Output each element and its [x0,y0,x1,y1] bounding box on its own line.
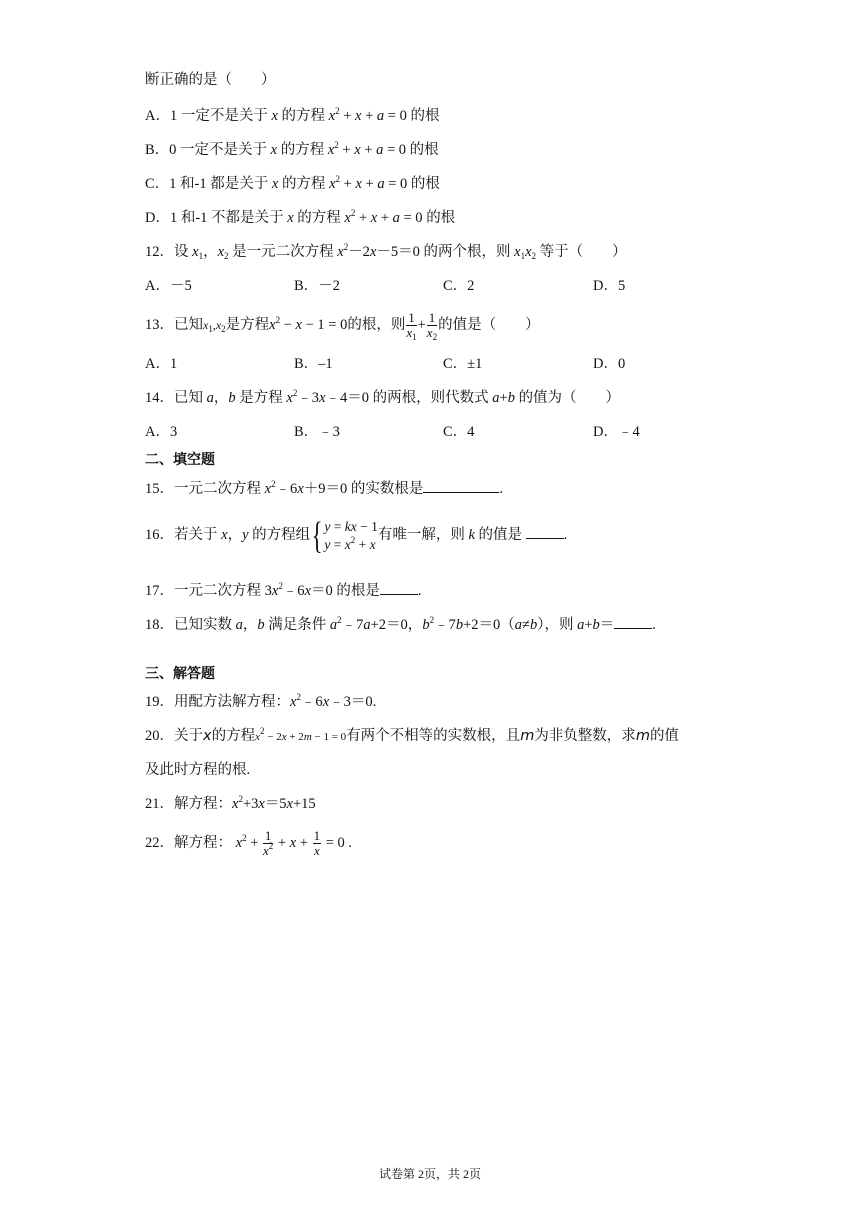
q13-option-a[interactable]: A．1 [145,356,178,372]
q17-answer-blank[interactable] [380,580,418,595]
q14-option-c[interactable]: C．4 [443,424,475,440]
fraction-1-over-x-squared: $\frac{1}{x^2}$ [263,828,274,859]
q13-stem: 13．已知$x_1,x_2$是方程$x^2 - x - 1 = 0$的根，则 $\frac{1}{x_1}$ + $\frac{1}{x_2}$ 的值是（ ） [145,310,540,343]
q16-answer-blank[interactable] [526,524,564,539]
q13-option-d[interactable]: D．0 [593,356,626,372]
q12-option-c[interactable]: C．2 [443,278,475,294]
page-footer: 试卷第 2页，共 2页 [378,1167,481,1181]
q13-option-b[interactable]: B．–1 [294,356,333,372]
q15-stem: 15．一元二次方程 $x^2﹣6x+9=0$ 的实数根是 . [145,479,503,497]
fraction-1-over-x: $\frac{1}{x}$ [313,828,321,859]
q12-stem: 12．设 $x_1$，$x_2$ 是一元二次方程 $x^2-2x-5=0$ 的两个根，则 $x_1x_2$ 等于（ ） [145,242,627,261]
q18-stem: 18．已知实数 a，b 满足条件 $a^2﹣7a+2=0$，$b^2﹣7b+2=0(a\ne b)$，则 a+b＝ . [145,615,656,633]
q21-stem: 21．解方程：$x^2+3x=5x+15$ [145,794,316,812]
fraction-1-over-x1: $\frac{1}{x_1}$ [406,310,417,343]
q22-stem: 22．解方程： $x^2$ + $\frac{1}{x^2}$ + x + $\frac{1}{x}$ = 0 . [145,828,353,859]
fraction-1-over-x2: $\frac{1}{x_2}$ [426,310,438,343]
section-fill-in-heading: 二、填空题 [145,452,215,468]
q12-option-b[interactable]: B．－2 [294,278,340,294]
q20-stem: 20．关于x的方程$x^2 - 2x + 2m - 1 = 0$有两个不相等的实数根，且m为非负整数，求m的值 [145,726,679,744]
q20-stem-line2: 及此时方程的根. [145,762,251,778]
q13-option-c[interactable]: C．±1 [443,356,483,372]
q11-option-b[interactable]: B．0 一定不是关于 x 的方程 $x^2 + x + a = 0$ 的根 [145,140,439,158]
q12-option-a[interactable]: A．－5 [145,278,192,294]
q14-option-d[interactable]: D．﹣4 [593,424,640,440]
q19-stem: 19．用配方法解方程：$x^2﹣6x﹣3=0$. [145,692,377,710]
q15-answer-blank[interactable] [423,478,499,493]
q12-option-d[interactable]: D．5 [593,278,626,294]
q14-option-a[interactable]: A．3 [145,424,178,440]
q11-option-d[interactable]: D．1 和-1 不都是关于 x 的方程 $x^2 + x + a = 0$ 的根 [145,208,456,226]
q11-option-c[interactable]: C．1 和-1 都是关于 x 的方程 $x^2 + x + a = 0$ 的根 [145,174,440,192]
q17-stem: 17．一元二次方程 $3x^2﹣6x=0$ 的根是 . [145,581,422,599]
q14-stem: 14．已知 a，b 是方程 $x^2﹣3x﹣4=0$ 的两根，则代数式 a+b 的值为（ ） [145,388,621,406]
q11-option-a[interactable]: A．1 一定不是关于 x 的方程 $x^2 + x + a = 0$ 的根 [145,106,440,124]
q18-answer-blank[interactable] [614,614,652,629]
q14-option-b[interactable]: B．﹣3 [294,424,340,440]
q11-stem: 断正确的是（ ） [145,72,276,88]
q16-stem: 16．若关于 x，y 的方程组{ y = kx − 1 $y = x^2 + x$ 有唯一解，则 k 的值是 . [145,514,568,557]
section-solve-heading: 三、解答题 [145,666,215,682]
equation-system: y = kx − 1 $y = x^2 + x$ [324,518,378,552]
